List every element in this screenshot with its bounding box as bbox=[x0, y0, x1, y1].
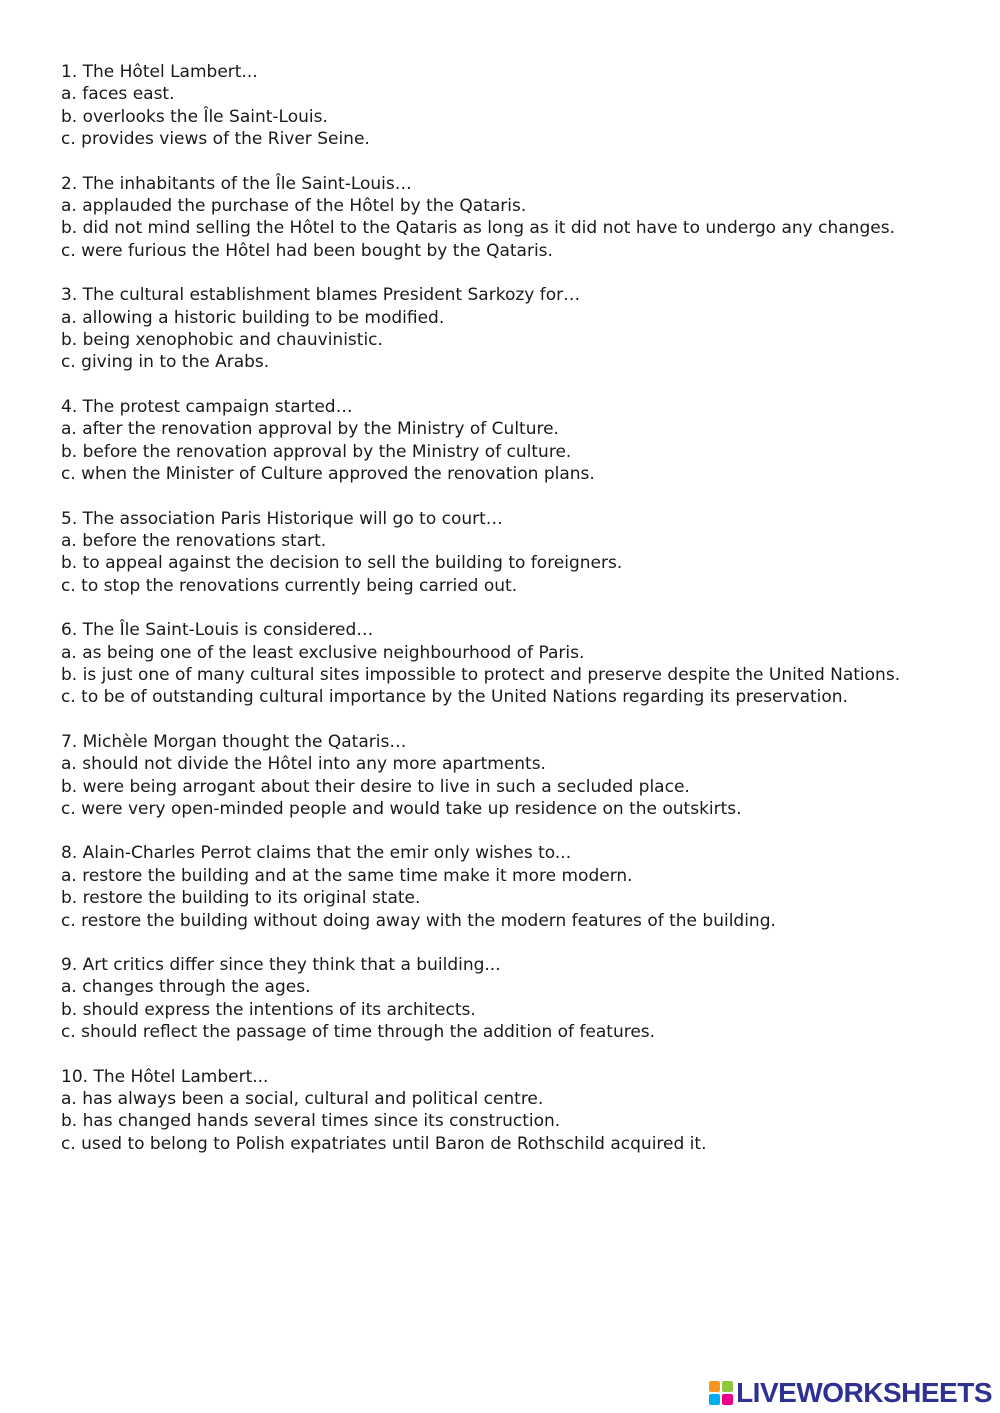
option-b: b. to appeal against the decision to sell the building to foreigners. bbox=[61, 553, 623, 574]
liveworksheets-logo bbox=[709, 1379, 992, 1407]
option-b: b. before the renovation approval by the Ministry of culture. bbox=[61, 441, 572, 462]
logo-square bbox=[722, 1394, 733, 1405]
question-stem: 4. The protest campaign started… bbox=[61, 396, 353, 417]
question-4 bbox=[61, 396, 951, 486]
option-b: b. is just one of many cultural sites impossible to protect and preserve despite the United Nations. bbox=[61, 664, 901, 685]
question-3 bbox=[61, 284, 951, 374]
option-a: a. changes through the ages. bbox=[61, 977, 311, 998]
question-stem: 8. Alain-Charles Perrot claims that the emir only wishes to... bbox=[61, 843, 572, 864]
option-a: a. applauded the purchase of the Hôtel by the Qataris. bbox=[61, 196, 527, 217]
liveworksheets-wordmark: LIVEWORKSHEETS bbox=[736, 1377, 992, 1408]
option-a: a. faces east. bbox=[61, 84, 175, 105]
option-a: a. restore the building and at the same time make it more modern. bbox=[61, 865, 633, 886]
option-c: c. to stop the renovations currently being carried out. bbox=[61, 575, 518, 596]
question-7 bbox=[61, 731, 951, 821]
option-b: b. restore the building to its original state. bbox=[61, 888, 421, 909]
option-c: c. should reflect the passage of time through the addition of features. bbox=[61, 1022, 656, 1043]
question-stem: 1. The Hôtel Lambert... bbox=[61, 62, 258, 82]
question-9 bbox=[61, 954, 951, 1044]
option-b: b. should express the intentions of its architects. bbox=[61, 999, 476, 1020]
option-a: a. before the renovations start. bbox=[61, 530, 327, 551]
option-c: c. restore the building without doing away with the modern features of the building. bbox=[61, 910, 776, 931]
question-stem: 9. Art critics differ since they think that a building... bbox=[61, 955, 501, 975]
question-stem: 10. The Hôtel Lambert... bbox=[61, 1066, 269, 1087]
question-stem: 6. The Île Saint-Louis is considered… bbox=[61, 620, 374, 641]
question-5 bbox=[61, 508, 951, 598]
option-a: a. should not divide the Hôtel into any more apartments. bbox=[61, 754, 546, 775]
logo-square bbox=[709, 1381, 720, 1392]
logo-square bbox=[722, 1381, 733, 1392]
question-6 bbox=[61, 619, 951, 709]
option-a: a. after the renovation approval by the Ministry of Culture. bbox=[61, 419, 559, 440]
logo-square bbox=[709, 1394, 720, 1405]
liveworksheets-icon bbox=[709, 1381, 733, 1405]
question-10 bbox=[61, 1066, 951, 1156]
option-c: c. when the Minister of Culture approved the renovation plans. bbox=[61, 464, 595, 485]
option-b: b. has changed hands several times since its construction. bbox=[61, 1111, 561, 1132]
question-stem: 5. The association Paris Historique will go to court… bbox=[61, 508, 503, 529]
question-8 bbox=[61, 842, 951, 932]
option-b: b. being xenophobic and chauvinistic. bbox=[61, 330, 383, 351]
worksheet bbox=[61, 61, 951, 1177]
question-stem: 7. Michèle Morgan thought the Qataris… bbox=[61, 731, 407, 752]
question-stem: 2. The inhabitants of the Île Saint-Louis… bbox=[61, 173, 412, 194]
option-c: c. were furious the Hôtel had been bought by the Qataris. bbox=[61, 240, 553, 261]
option-c: c. used to belong to Polish expatriates until Baron de Rothschild acquired it. bbox=[61, 1133, 707, 1154]
option-c: c. to be of outstanding cultural importance by the United Nations regarding its preservation. bbox=[61, 687, 848, 708]
question-stem: 3. The cultural establishment blames President Sarkozy for… bbox=[61, 285, 581, 306]
option-a: a. as being one of the least exclusive neighbourhood of Paris. bbox=[61, 642, 585, 663]
option-c: c. provides views of the River Seine. bbox=[61, 129, 370, 150]
option-a: a. has always been a social, cultural and political centre. bbox=[61, 1089, 544, 1110]
question-2 bbox=[61, 173, 951, 263]
option-c: c. were very open-minded people and would take up residence on the outskirts. bbox=[61, 798, 742, 819]
option-b: b. did not mind selling the Hôtel to the Qataris as long as it did not have to undergo any changes. bbox=[61, 218, 895, 239]
option-a: a. allowing a historic building to be modified. bbox=[61, 307, 445, 328]
question-1 bbox=[61, 61, 951, 151]
option-b: b. were being arrogant about their desire to live in such a secluded place. bbox=[61, 776, 690, 797]
option-c: c. giving in to the Arabs. bbox=[61, 352, 270, 373]
option-b: b. overlooks the Île Saint-Louis. bbox=[61, 106, 328, 127]
